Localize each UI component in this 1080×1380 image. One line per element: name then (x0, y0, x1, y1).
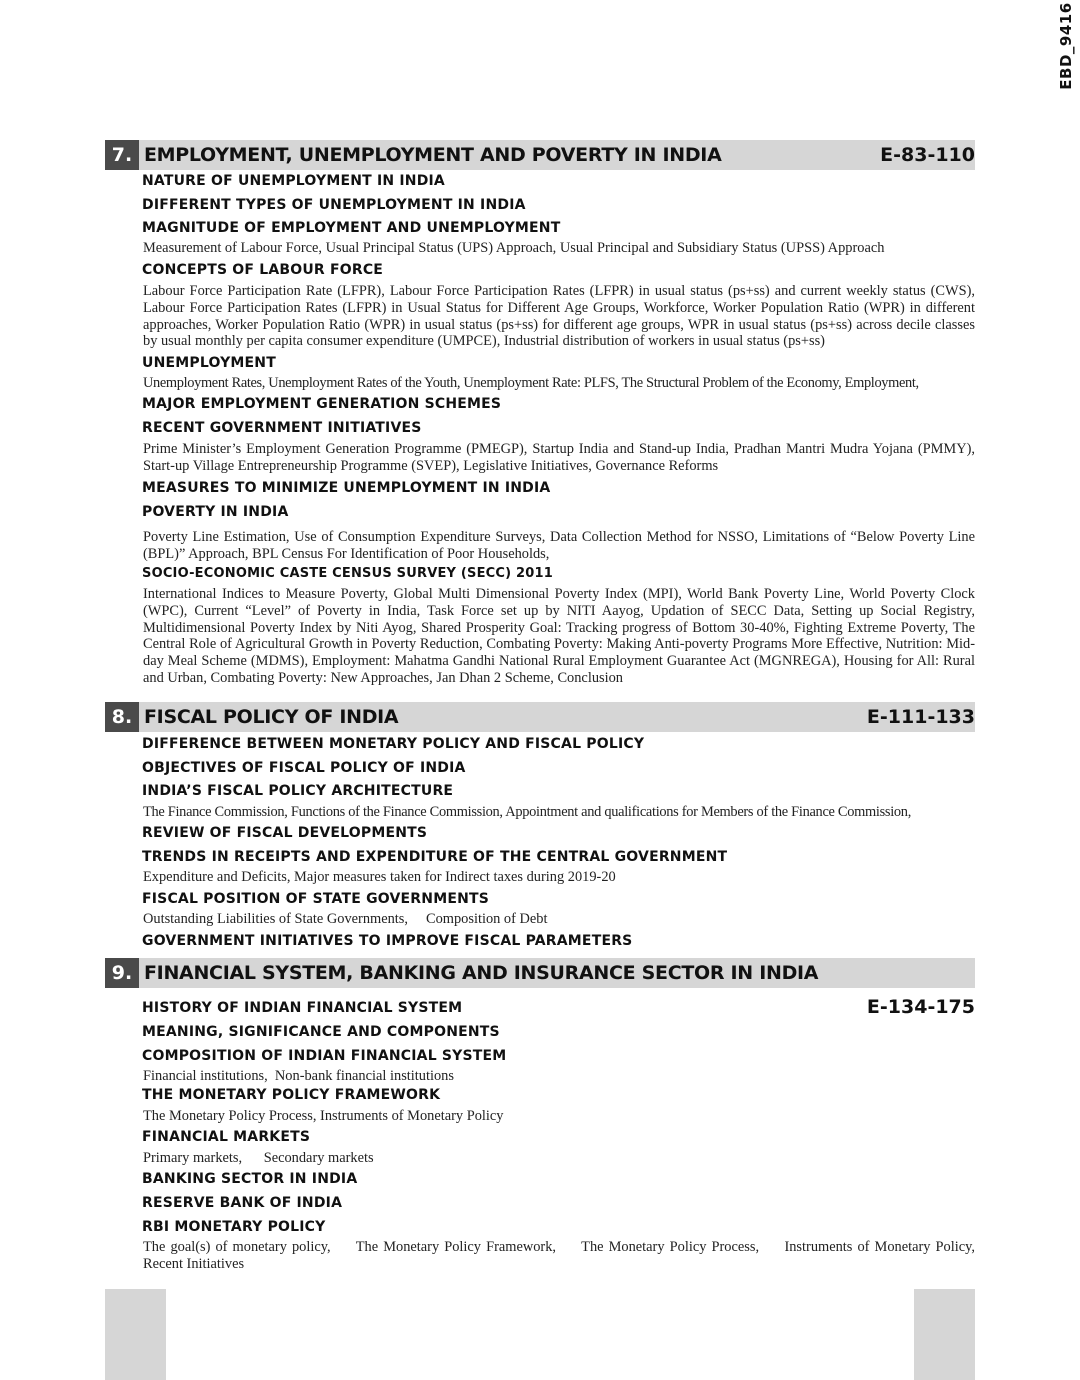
section-heading: COMPOSITION OF INDIAN FINANCIAL SYSTEM (142, 1048, 507, 1064)
section-heading: DIFFERENCE BETWEEN MONETARY POLICY AND FISCAL POLICY (142, 736, 645, 752)
chapter-number: 7. (105, 140, 139, 170)
section-text: International Indices to Measure Poverty, Global Multi Dimensional Poverty Index (MPI), World Bank Poverty Line, World Poverty Clock (WPC), Current “Level” of Poverty in India, Task Force set up by NITI Aayog, Updation of SECC Data, Setting up Social Registry, Multidimensional Poverty Index by Niti Ayog, Shared Prosperity Goal: Tracking progress of Bottom 30-40%, Fighting Extreme Poverty, The Central Role of Agricultural Growth in Poverty Reduction, Combating Poverty: Making Anti-poverty Programs More Effective, Nutrition: Mid-day Meal Scheme (MDMS), Employment: Mahatma Gandhi National Rural Employment Guarantee Act (MGNREGA), Housing for All: Rural and Urban, Combating Poverty: New Approaches, Jan Dhan 2 Scheme, Conclusion (143, 586, 975, 686)
section-heading: TRENDS IN RECEIPTS AND EXPENDITURE OF THE CENTRAL GOVERNMENT (142, 849, 728, 865)
chapter-page-range: E-83-110 (880, 144, 975, 166)
chapter-header (105, 958, 975, 988)
chapter-page-range: E-134-175 (866, 996, 975, 1018)
section-text: The goal(s) of monetary policy, The Monetary Policy Framework, The Monetary Policy Process, Instruments of Monetary Policy, Recent Initiatives (143, 1239, 979, 1272)
section-text: Labour Force Participation Rate (LFPR), Labour Force Participation Rates (LFPR) in usual status (ps+ss) and current weekly status (CWS), Labour Force Participation Rates (LFPR) in Usual Status for Different Age Groups, Workforce, Worker Population Ratio (WPR) in different approaches, Worker Population Ratio (WPR) in usual status (ps+ss) for different age groups, WPR in usual status (ps+ss) across decile classes by usual monthly per capita consumer expenditure (UMPCE), Industrial distribution of workers in usual status (ps+ss) (143, 283, 975, 350)
section-heading: GOVERNMENT INITIATIVES TO IMPROVE FISCAL PARAMETERS (142, 933, 633, 949)
section-text: Poverty Line Estimation, Use of Consumption Expenditure Surveys, Data Collection Method for NSSO, Limitations of “Below Poverty Line (BPL)” Approach, BPL Census For Identification of Poor Households, (143, 529, 975, 562)
section-heading: REVIEW OF FISCAL DEVELOPMENTS (142, 825, 428, 841)
section-heading: SOCIO-ECONOMIC CASTE CENSUS SURVEY (SECC) 2011 (142, 566, 553, 581)
chapter-header (105, 702, 975, 732)
footer-decor-right (914, 1289, 975, 1380)
section-text: Unemployment Rates, Unemployment Rates of the Youth, Unemployment Rate: PLFS, The Structural Problem of the Economy, Employment, (143, 375, 919, 391)
chapter-title: FINANCIAL SYSTEM, BANKING AND INSURANCE SECTOR IN INDIA (144, 962, 819, 984)
document-code-text: EBD_9416 (1057, 2, 1075, 90)
section-text: The Monetary Policy Process, Instruments of Monetary Policy (143, 1108, 504, 1124)
section-text: The Finance Commission, Functions of the Finance Commission, Appointment and qualifications for Members of the Finance Commission, (143, 804, 911, 820)
section-heading: UNEMPLOYMENT (142, 355, 276, 371)
section-heading: NATURE OF UNEMPLOYMENT IN INDIA (142, 173, 445, 189)
section-heading: FINANCIAL MARKETS (142, 1129, 311, 1145)
section-heading: RECENT GOVERNMENT INITIATIVES (142, 420, 422, 436)
chapter-number: 8. (105, 702, 139, 732)
section-heading: BANKING SECTOR IN INDIA (142, 1171, 358, 1187)
section-heading: POVERTY IN INDIA (142, 504, 289, 520)
section-text: Financial institutions, Non-bank financial institutions (143, 1068, 454, 1084)
section-text: Outstanding Liabilities of State Governments, Composition of Debt (143, 911, 548, 927)
section-heading: CONCEPTS OF LABOUR FORCE (142, 262, 384, 278)
document-code (1056, 0, 1076, 92)
section-text: Primary markets, Secondary markets (143, 1150, 374, 1166)
section-heading: RBI MONETARY POLICY (142, 1219, 326, 1235)
section-heading: MAGNITUDE OF EMPLOYMENT AND UNEMPLOYMENT (142, 220, 561, 236)
section-heading: INDIA’S FISCAL POLICY ARCHITECTURE (142, 783, 454, 799)
chapter-number: 9. (105, 958, 139, 988)
section-heading: MEANING, SIGNIFICANCE AND COMPONENTS (142, 1024, 500, 1040)
section-text: Prime Minister’s Employment Generation Programme (PMEGP), Startup India and Stand-up India, Pradhan Mantri Mudra Yojana (PMMY), Start-up Village Entrepreneurship Programme (SVEP), Legislative Initiatives, Governance Reforms (143, 441, 975, 474)
section-heading: DIFFERENT TYPES OF UNEMPLOYMENT IN INDIA (142, 197, 526, 213)
section-heading: FISCAL POSITION OF STATE GOVERNMENTS (142, 891, 490, 907)
footer-decor-left (105, 1289, 166, 1380)
section-heading: MEASURES TO MINIMIZE UNEMPLOYMENT IN INDIA (142, 480, 551, 496)
section-heading: OBJECTIVES OF FISCAL POLICY OF INDIA (142, 760, 466, 776)
section-heading: HISTORY OF INDIAN FINANCIAL SYSTEM (142, 1000, 463, 1016)
section-heading: RESERVE BANK OF INDIA (142, 1195, 343, 1211)
section-heading: MAJOR EMPLOYMENT GENERATION SCHEMES (142, 396, 502, 412)
section-heading: THE MONETARY POLICY FRAMEWORK (142, 1087, 441, 1103)
chapter-header (105, 140, 975, 170)
chapter-page-range: E-111-133 (866, 706, 975, 728)
section-text: Measurement of Labour Force, Usual Principal Status (UPS) Approach, Usual Principal and Subsidiary Status (UPSS) Approach (143, 240, 885, 256)
chapter-title: FISCAL POLICY OF INDIA (144, 706, 399, 728)
chapter-title: EMPLOYMENT, UNEMPLOYMENT AND POVERTY IN INDIA (144, 144, 722, 166)
section-text: Expenditure and Deficits, Major measures taken for Indirect taxes during 2019-20 (143, 869, 616, 885)
